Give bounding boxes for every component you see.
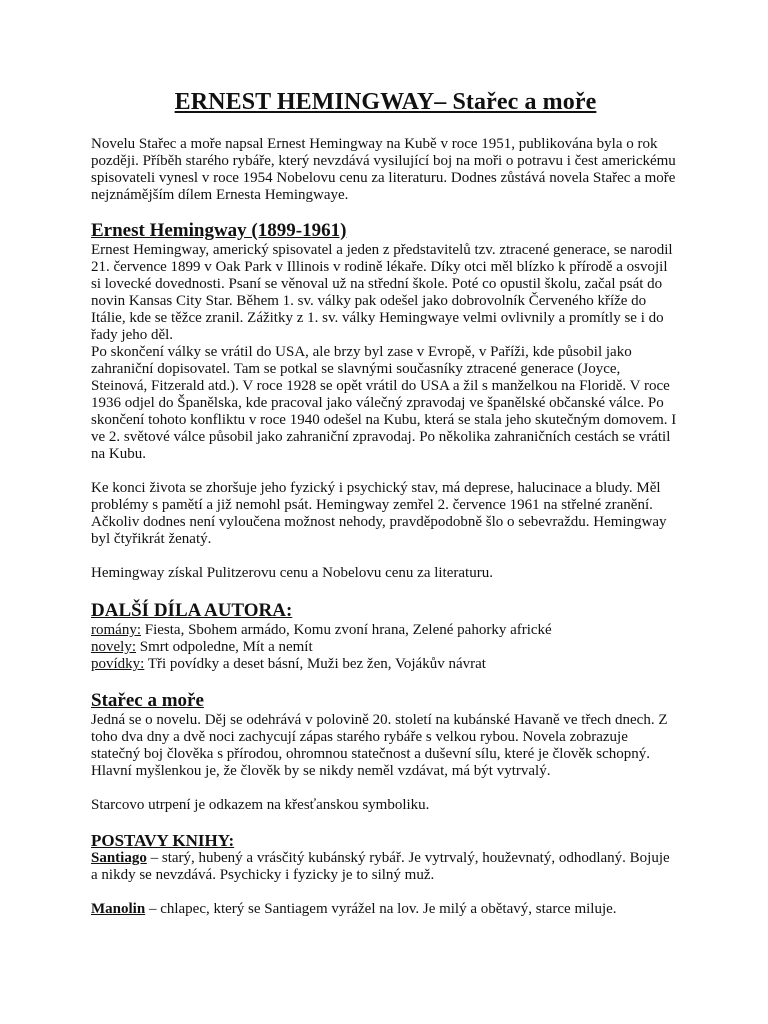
works-label: povídky: [91, 656, 145, 672]
intro-paragraph: Novelu Stařec a moře napsal Ernest Hemingway na Kubě v roce 1951, publikována byla o rok později. Příběh starého rybáře, který nevzdává vysilující boj na moři o potravu i čest americkému spisovateli vynesl v roce 1954 Nobelovu cenu za literaturu. Dodnes zůstává novela Stařec a moře nejznámějším dílem Ernesta Hemingwaye. [91, 136, 676, 203]
document-title: ERNEST HEMINGWAY– Stařec a moře [174, 89, 597, 115]
characters-heading: POSTAVY KNIHY: [91, 831, 235, 850]
works-item-stories [91, 656, 680, 673]
bio-paragraph-3: Ke konci života se zhoršuje jeho fyzický i psychický stav, má deprese, halucinace a bludy. Měl problémy s pamětí a již nemohl psát. Hemingway zemřel 2. července 1961 na střelné zranění. Ačkoliv dodnes není vyloučena možnost nehody, pravděpodobně šlo o sebevraždu. Hemingway byl čtyřikrát ženatý. [91, 480, 667, 547]
works-text: Tři povídky a deset básní, Muži bez žen, Vojákův návrat [144, 656, 486, 672]
bio-heading: Ernest Hemingway (1899-1961) [91, 220, 347, 241]
works-list [91, 622, 680, 673]
bio-paragraph-4: Hemingway získal Pulitzerovu cenu a Nobelovu cenu za literaturu. [91, 565, 493, 581]
works-item-novellas [91, 639, 680, 656]
novel-paragraph-2: Starcovo utrpení je odkazem na křesťanskou symboliku. [91, 797, 430, 813]
bio-paragraph-2: Po skončení války se vrátil do USA, ale brzy byl zase v Evropě, v Paříži, kde působil jako zahraniční dopisovatel. Tam se potkal se slavnými současníky ztracené generace (Joyce, Steinová, Fitzerald atd.). V roce 1928 se opět vrátil do USA a žil s manželkou na Floridě. V roce 1936 odjel do Španělska, kde pracoval jako válečný zpravodaj ve španělské občanské válce. Po skončení tohoto konfliktu v roce 1940 odešel na Kubu, která se stala jeho skutečným domovem. I ve 2. světové válce působil jako zahraniční zpravodaj. Po několika zahraničních cestách se vrátil na Kubu. [91, 344, 677, 462]
works-text: Smrt odpoledne, Mít a nemít [136, 639, 313, 655]
works-item-novels [91, 622, 680, 639]
bio-paragraph-1: Ernest Hemingway, americký spisovatel a jeden z představitelů tzv. ztracené generace, se narodil 21. července 1899 v Oak Park v Illinois v rodině lékaře. Díky otci měl blízko k přírodě a osvojil si lovecké dovednosti. Psaní se věnoval už na střední škole. Poté co opustil školu, začal psát do novin Kansas City Star. Během 1. sv. války pak odešel jako dobrovolník Červeného kříže do Itálie, kde se těžce zranil. Zážitky z 1. sv. války Hemingwaye velmi ovlivnily a promítly se i do řady jeho děl. [91, 242, 673, 343]
novel-heading: Stařec a moře [91, 690, 204, 711]
character-name: Manolin [91, 901, 146, 917]
character-manolin [91, 901, 680, 918]
works-heading: DALŠÍ DÍLA AUTORA: [91, 600, 293, 621]
character-name: Santiago [91, 850, 147, 866]
character-description: – chlapec, který se Santiagem vyrážel na lov. Je milý a obětavý, starce miluje. [145, 901, 617, 917]
works-text: Fiesta, Sbohem armádo, Komu zvoní hrana, Zelené pahorky africké [141, 622, 552, 638]
novel-paragraph-1: Jedná se o novelu. Děj se odehrává v polovině 20. století na kubánské Havaně ve třech dnech. Z toho dva dny a dvě noci zachycují zápas starého rybáře s velkou rybou. Novela zobrazuje statečný boj člověka s přírodou, ohromnou statečnost a duševní sílu, které je člověk schopný. Hlavní myšlenkou je, že člověk by se nikdy neměl vzdávat, má být vytrvalý. [91, 712, 668, 779]
works-label: romány: [91, 622, 141, 638]
character-santiago [91, 850, 680, 884]
character-description: – starý, hubený a vrásčitý kubánský rybář. Je vytrvalý, houževnatý, odhodlaný. Bojuje a nikdy se nevzdává. Psychicky i fyzicky je to silný muž. [91, 850, 670, 883]
works-label: novely: [91, 639, 136, 655]
